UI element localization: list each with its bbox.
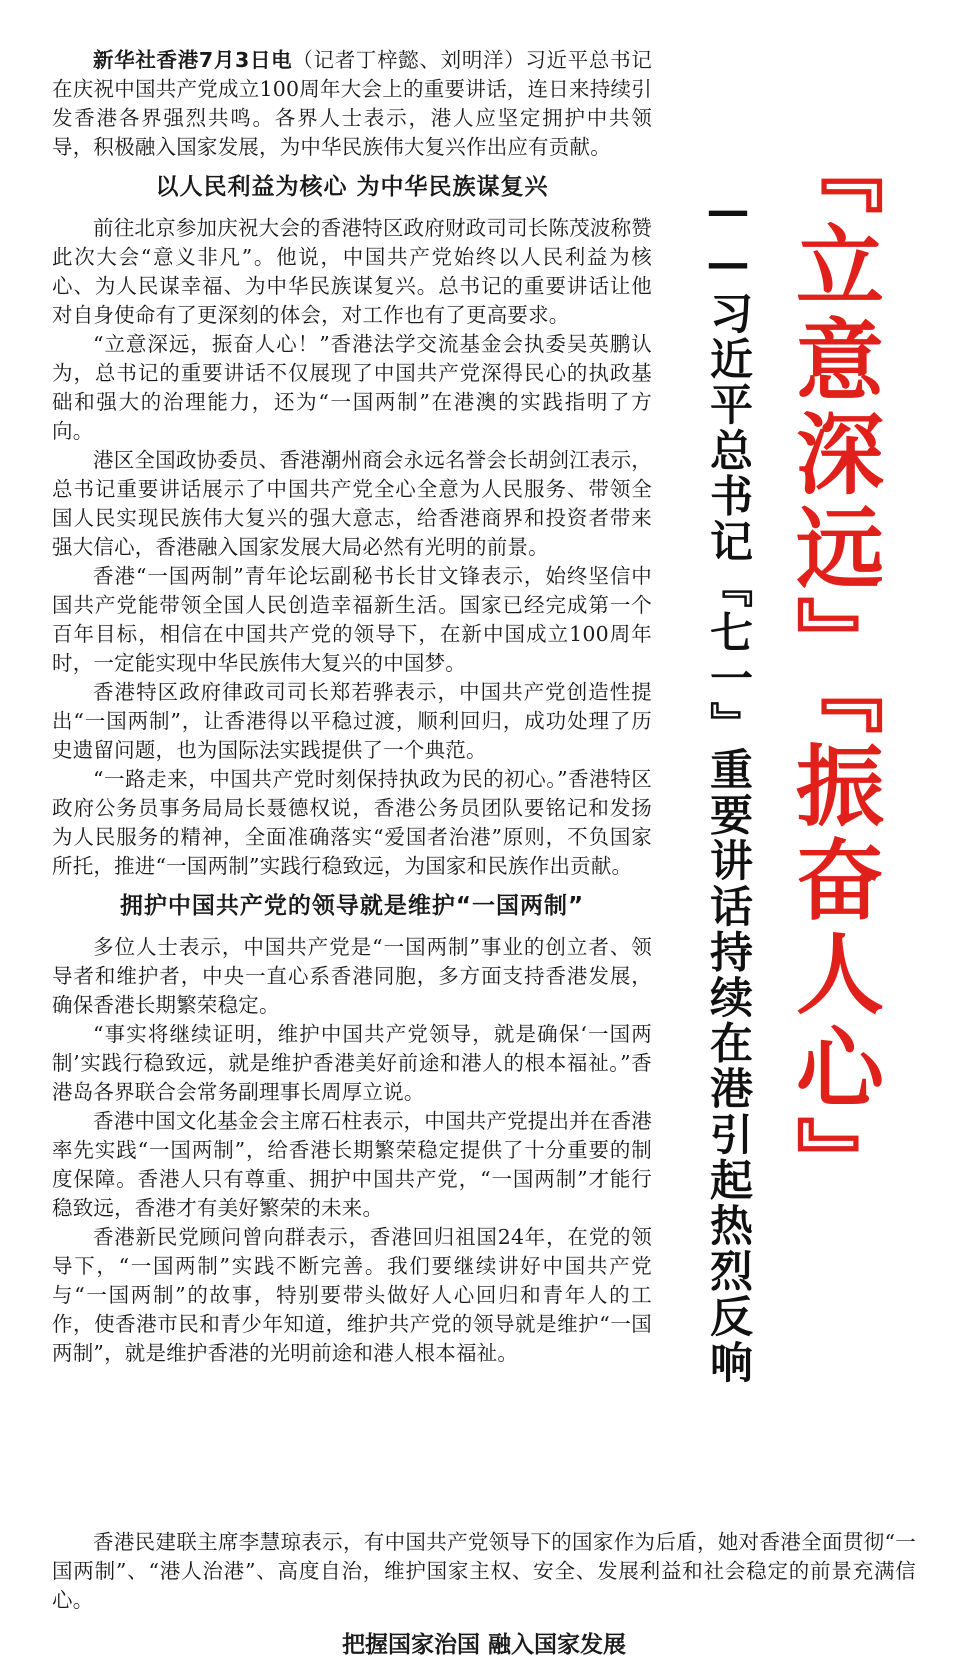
section-heading-3: 把握国家治国 融入国家发展 [341, 1632, 626, 1658]
paragraph: 香港新民党顾问曾向群表示，香港回归祖国24年，在党的领导下，“一国两制”实践不断完善。我们要继续讲好中国共产党与“一国两制”的故事，特别要带头做好人心回归和青年人的工作，使香港市民和青少年知道，维护共产党的领导就是维护“一国两制”，就是维护香港的光明前途和港人根本福祉。 [52, 1225, 652, 1365]
paragraph: 多位人士表示，中国共产党是“一国两制”事业的创立者、领导者和维护者，中央一直心系香港同胞，多方面支持香港发展，确保香港长期繁荣稳定。 [52, 935, 652, 1017]
paragraph: 香港特区政府律政司司长郑若骅表示，中国共产党创造性提出“一国两制”，让香港得以平稳过渡，顺利回归，成功处理了历史遗留问题，也为国际法实践提供了一个典范。 [52, 680, 652, 762]
headline: 『立意深远』『振奋人心』 [782, 126, 886, 1210]
article-body [52, 46, 652, 1368]
wide-paragraph: 香港民建联主席李慧琼表示，有中国共产党领导下的国家作为后盾，她对香港全面贯彻“一国两制”、“港人治港”、高度自治，维护国家主权、安全、发展利益和社会稳定的前景充满信心。 [52, 1530, 916, 1612]
section-heading-1: 以人民利益为核心 为中华民族谋复兴 [155, 174, 549, 200]
paragraph: “事实将继续证明，维护中国共产党领导，就是确保‘一国两制’实践行稳致远，就是维护香港美好前途和港人的根本福祉。”香港岛各界联合会常务副理事长周厚立说。 [52, 1022, 652, 1104]
lead-text: （记者丁梓懿、刘明洋）习近平总书记在庆祝中国共产党成立100周年大会上的重要讲话，连日来持续引发香港各界强烈共鸣。各界人士表示，港人应坚定拥护中共领导，积极融入国家发展，为中华民族伟大复兴作出应有贡献。 [52, 48, 652, 159]
lead-paragraph [52, 46, 652, 162]
dateline: 新华社香港7月3日电 [93, 48, 293, 72]
paragraph: “一路走来，中国共产党时刻保持执政为民的初心。”香港特区政府公务员事务局局长聂德权说，香港公务员团队要铭记和发扬为人民服务的精神，全面准确落实“爱国者治港”原则，不负国家所托，推进“一国两制”实践行稳致远，为国家和民族作出贡献。 [52, 767, 652, 878]
paragraph: 香港中国文化基金会主席石柱表示，中国共产党提出并在香港率先实践“一国两制”，给香港长期繁荣稳定提供了十分重要的制度保障。香港人只有尊重、拥护中国共产党，“一国两制”才能行稳致远，香港才有美好繁荣的未来。 [52, 1109, 652, 1220]
subtitle: ——习近平总书记『七一』重要讲话持续在港引起热烈反响 [703, 186, 753, 1386]
paragraph: 港区全国政协委员、香港潮州商会永远名誉会长胡剑江表示，总书记重要讲话展示了中国共产党全心全意为人民服务、带领全国人民实现民族伟大复兴的强大意志，给香港商界和投资者带来强大信心，香港融入国家发展大局必然有光明的前景。 [52, 448, 652, 559]
paragraph: “立意深远，振奋人心！”香港法学交流基金会执委吴英鹏认为，总书记的重要讲话不仅展现了中国共产党深得民心的执政基础和强大的治理能力，还为“一国两制”在港澳的实践指明了方向。 [52, 332, 652, 443]
section-heading-2: 拥护中国共产党的领导就是维护“一国两制” [119, 893, 585, 919]
paragraph: 香港“一国两制”青年论坛副秘书长甘文锋表示，始终坚信中国共产党能带领全国人民创造幸福新生活。国家已经完成第一个百年目标，相信在中国共产党的领导下，在新中国成立100周年时，一定能实现中华民族伟大复兴的中国梦。 [52, 564, 652, 675]
paragraph: 前往北京参加庆祝大会的香港特区政府财政司司长陈茂波称赞此次大会“意义非凡”。他说，中国共产党始终以人民利益为核心、为人民谋幸福、为中华民族谋复兴。总书记的重要讲话让他对自身使命有了更深刻的体会，对工作也有了更高要求。 [52, 216, 652, 327]
